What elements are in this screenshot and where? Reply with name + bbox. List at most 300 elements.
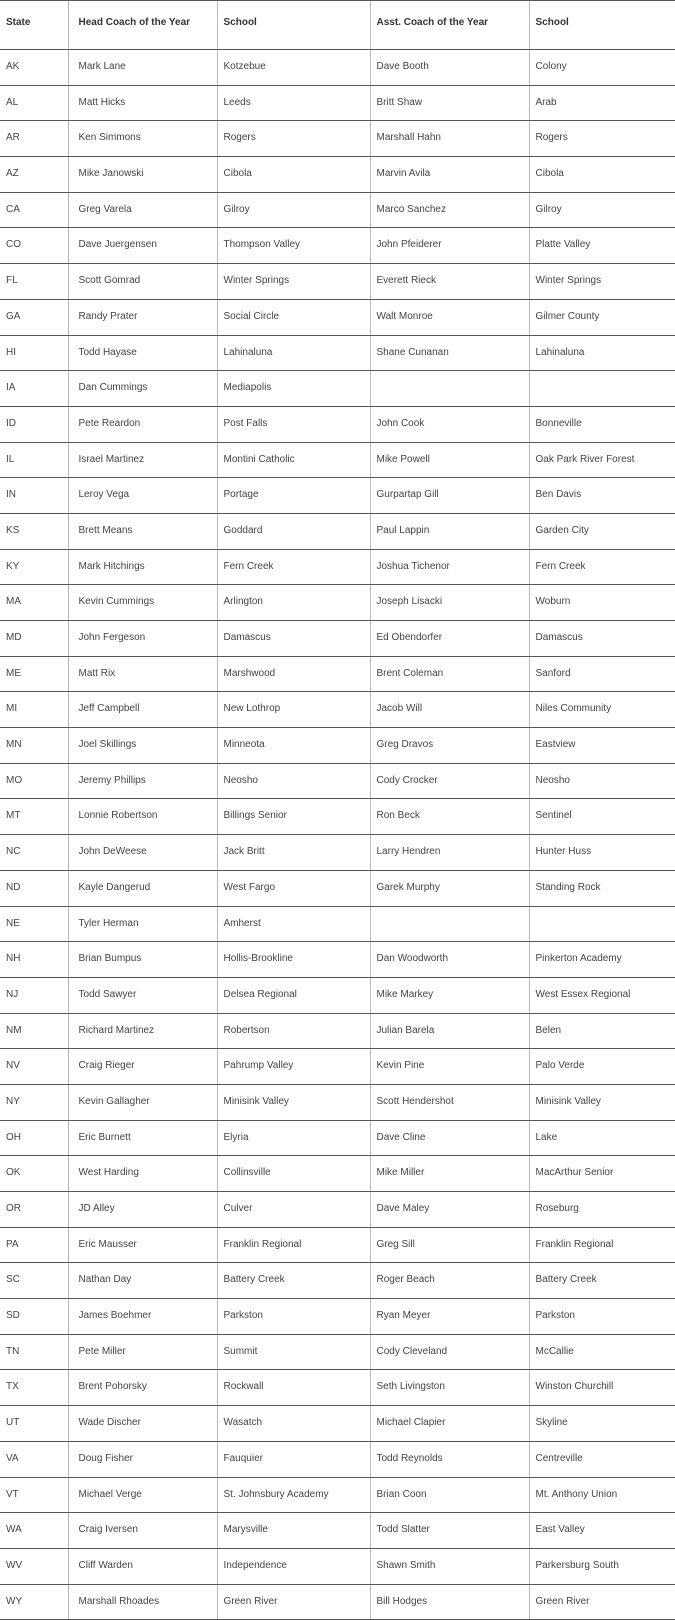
head-coach-cell-text: Mike Janowski <box>69 168 217 179</box>
header-state <box>0 1 68 50</box>
head-coach-cell-text: Eric Mausser <box>69 1239 217 1250</box>
head-coach-cell-text: John DeWeese <box>69 846 217 857</box>
asst-coach-school-cell-text: Gilroy <box>530 204 675 215</box>
state-cell <box>0 121 68 157</box>
head-coach-school-cell-text: Lahinaluna <box>218 347 370 358</box>
table-row <box>0 1299 675 1335</box>
table-row <box>0 335 675 371</box>
state-cell-text: CO <box>0 239 68 250</box>
asst-coach-cell-text: Roger Beach <box>371 1274 529 1285</box>
asst-coach-cell <box>370 656 529 692</box>
head-coach-school-cell <box>217 1227 370 1263</box>
head-coach-cell <box>68 299 217 335</box>
head-coach-school-cell <box>217 763 370 799</box>
asst-coach-school-cell <box>529 1548 675 1584</box>
header-head-coach-label: Head Coach of the Year <box>69 17 217 28</box>
state-cell-text: ME <box>0 668 68 679</box>
asst-coach-school-cell <box>529 1299 675 1335</box>
state-cell-text: FL <box>0 275 68 286</box>
table-row <box>0 1513 675 1549</box>
head-coach-school-cell <box>217 1584 370 1620</box>
asst-coach-cell <box>370 1263 529 1299</box>
asst-coach-cell <box>370 406 529 442</box>
asst-coach-school-cell <box>529 1584 675 1620</box>
head-coach-school-cell-text: Social Circle <box>218 311 370 322</box>
state-cell-text: SC <box>0 1274 68 1285</box>
asst-coach-cell <box>370 942 529 978</box>
head-coach-school-cell <box>217 1156 370 1192</box>
head-coach-cell-text: Joel Skillings <box>69 739 217 750</box>
asst-coach-cell <box>370 799 529 835</box>
head-coach-cell <box>68 1049 217 1085</box>
state-cell-text: GA <box>0 311 68 322</box>
table-row <box>0 656 675 692</box>
table-row <box>0 264 675 300</box>
asst-coach-cell-text: Dan Woodworth <box>371 953 529 964</box>
state-cell-text: MA <box>0 596 68 607</box>
head-coach-cell-text: Dave Juergensen <box>69 239 217 250</box>
asst-coach-cell-text: Marshall Hahn <box>371 132 529 143</box>
head-coach-school-cell-text: Hollis-Brookline <box>218 953 370 964</box>
table-row <box>0 1227 675 1263</box>
head-coach-school-cell-text: Wasatch <box>218 1417 370 1428</box>
table-row <box>0 50 675 86</box>
head-coach-cell-text: Pete Reardon <box>69 418 217 429</box>
state-cell-text: VT <box>0 1489 68 1500</box>
head-coach-cell-text: Todd Sawyer <box>69 989 217 1000</box>
table-row <box>0 799 675 835</box>
table-row <box>0 1084 675 1120</box>
head-coach-school-cell <box>217 621 370 657</box>
header-asst-coach-school-label: School <box>530 17 675 28</box>
state-cell-text: OH <box>0 1132 68 1143</box>
head-coach-school-cell <box>217 870 370 906</box>
asst-coach-cell <box>370 870 529 906</box>
head-coach-school-cell-text: Neosho <box>218 775 370 786</box>
asst-coach-cell <box>370 549 529 585</box>
header-asst-coach <box>370 1 529 50</box>
state-cell <box>0 335 68 371</box>
head-coach-cell-text: Matt Hicks <box>69 97 217 108</box>
head-coach-cell <box>68 442 217 478</box>
asst-coach-cell-text: Seth Livingston <box>371 1381 529 1392</box>
asst-coach-school-cell <box>529 1227 675 1263</box>
state-cell-text: KS <box>0 525 68 536</box>
head-coach-school-cell-text: Elyria <box>218 1132 370 1143</box>
asst-coach-cell <box>370 1334 529 1370</box>
state-cell <box>0 1477 68 1513</box>
head-coach-school-cell <box>217 371 370 407</box>
asst-coach-school-cell-text: McCallie <box>530 1346 675 1357</box>
asst-coach-cell-text: Todd Slatter <box>371 1524 529 1535</box>
asst-coach-school-cell-text: Lahinaluna <box>530 347 675 358</box>
head-coach-school-cell <box>217 228 370 264</box>
state-cell-text: NH <box>0 953 68 964</box>
state-cell <box>0 442 68 478</box>
head-coach-school-cell-text: Gilroy <box>218 204 370 215</box>
asst-coach-school-cell-text: Standing Rock <box>530 882 675 893</box>
head-coach-cell-text: Craig Rieger <box>69 1060 217 1071</box>
head-coach-school-cell-text: Battery Creek <box>218 1274 370 1285</box>
asst-coach-school-cell-text: Minisink Valley <box>530 1096 675 1107</box>
asst-coach-cell <box>370 478 529 514</box>
asst-coach-school-cell-text: Sanford <box>530 668 675 679</box>
asst-coach-school-cell-text: Fern Creek <box>530 561 675 572</box>
head-coach-cell-text: Michael Verge <box>69 1489 217 1500</box>
asst-coach-cell-text: Scott Hendershot <box>371 1096 529 1107</box>
head-coach-school-cell-text: Post Falls <box>218 418 370 429</box>
state-cell <box>0 1334 68 1370</box>
asst-coach-school-cell-text: Gilmer County <box>530 311 675 322</box>
asst-coach-cell-text: Ryan Meyer <box>371 1310 529 1321</box>
table-row <box>0 1049 675 1085</box>
asst-coach-school-cell-text: Rogers <box>530 132 675 143</box>
head-coach-school-cell <box>217 906 370 942</box>
asst-coach-school-cell <box>529 335 675 371</box>
asst-coach-cell <box>370 157 529 193</box>
head-coach-school-cell <box>217 192 370 228</box>
asst-coach-cell <box>370 763 529 799</box>
asst-coach-school-cell-text: Belen <box>530 1025 675 1036</box>
head-coach-cell <box>68 371 217 407</box>
asst-coach-school-cell-text: Ben Davis <box>530 489 675 500</box>
asst-coach-cell-text: Bill Hodges <box>371 1596 529 1607</box>
asst-coach-cell <box>370 835 529 871</box>
head-coach-school-cell <box>217 1548 370 1584</box>
state-cell <box>0 478 68 514</box>
table-row <box>0 299 675 335</box>
asst-coach-cell <box>370 977 529 1013</box>
head-coach-cell <box>68 478 217 514</box>
asst-coach-school-cell <box>529 264 675 300</box>
head-coach-school-cell-text: Jack Britt <box>218 846 370 857</box>
asst-coach-school-cell-text: Damascus <box>530 632 675 643</box>
head-coach-school-cell <box>217 50 370 86</box>
table-row <box>0 121 675 157</box>
head-coach-cell <box>68 192 217 228</box>
state-cell-text: IL <box>0 454 68 465</box>
asst-coach-cell <box>370 299 529 335</box>
table-row <box>0 442 675 478</box>
asst-coach-school-cell-text: Battery Creek <box>530 1274 675 1285</box>
table-row <box>0 406 675 442</box>
asst-coach-cell-text: Everett Rieck <box>371 275 529 286</box>
head-coach-cell <box>68 157 217 193</box>
state-cell-text: SD <box>0 1310 68 1321</box>
header-head-coach-school-label: School <box>218 17 370 28</box>
state-cell <box>0 406 68 442</box>
asst-coach-cell-text: Gurpartap Gill <box>371 489 529 500</box>
head-coach-cell <box>68 335 217 371</box>
table-row <box>0 585 675 621</box>
asst-coach-cell-text: Marco Sanchez <box>371 204 529 215</box>
asst-coach-cell <box>370 1192 529 1228</box>
asst-coach-cell <box>370 264 529 300</box>
state-cell <box>0 264 68 300</box>
asst-coach-school-cell <box>529 1370 675 1406</box>
asst-coach-school-cell-text: Garden City <box>530 525 675 536</box>
asst-coach-school-cell-text: Hunter Huss <box>530 846 675 857</box>
asst-coach-school-cell-text: Parkersburg South <box>530 1560 675 1571</box>
table-row <box>0 692 675 728</box>
head-coach-cell-text: Todd Hayase <box>69 347 217 358</box>
head-coach-school-cell-text: Parkston <box>218 1310 370 1321</box>
state-cell-text: VA <box>0 1453 68 1464</box>
head-coach-school-cell <box>217 1192 370 1228</box>
asst-coach-school-cell <box>529 549 675 585</box>
asst-coach-cell <box>370 1548 529 1584</box>
asst-coach-school-cell <box>529 1477 675 1513</box>
head-coach-cell-text: Ken Simmons <box>69 132 217 143</box>
head-coach-cell <box>68 1263 217 1299</box>
state-cell-text: MD <box>0 632 68 643</box>
head-coach-cell <box>68 656 217 692</box>
asst-coach-cell-text: Todd Reynolds <box>371 1453 529 1464</box>
head-coach-school-cell <box>217 692 370 728</box>
head-coach-school-cell <box>217 1370 370 1406</box>
asst-coach-cell-text: Greg Sill <box>371 1239 529 1250</box>
state-cell-text: WV <box>0 1560 68 1571</box>
state-cell-text: WA <box>0 1524 68 1535</box>
head-coach-school-cell-text: Rogers <box>218 132 370 143</box>
head-coach-school-cell-text: Culver <box>218 1203 370 1214</box>
asst-coach-cell <box>370 728 529 764</box>
head-coach-cell-text: Brian Bumpus <box>69 953 217 964</box>
state-cell <box>0 1013 68 1049</box>
head-coach-cell <box>68 50 217 86</box>
asst-coach-school-cell-text: Skyline <box>530 1417 675 1428</box>
state-cell-text: MO <box>0 775 68 786</box>
state-cell-text: MT <box>0 810 68 821</box>
header-asst-coach-school <box>529 1 675 50</box>
head-coach-school-cell-text: Arlington <box>218 596 370 607</box>
asst-coach-school-cell <box>529 977 675 1013</box>
asst-coach-school-cell <box>529 692 675 728</box>
table-row <box>0 763 675 799</box>
asst-coach-school-cell-text: Franklin Regional <box>530 1239 675 1250</box>
head-coach-school-cell <box>217 549 370 585</box>
asst-coach-cell <box>370 692 529 728</box>
asst-coach-school-cell <box>529 1084 675 1120</box>
head-coach-cell-text: West Harding <box>69 1167 217 1178</box>
state-cell <box>0 1192 68 1228</box>
head-coach-school-cell-text: Robertson <box>218 1025 370 1036</box>
table-row <box>0 835 675 871</box>
asst-coach-school-cell-text: East Valley <box>530 1524 675 1535</box>
head-coach-cell <box>68 1477 217 1513</box>
table-body <box>0 50 675 1620</box>
state-cell <box>0 1156 68 1192</box>
state-cell <box>0 549 68 585</box>
asst-coach-school-cell-text: Neosho <box>530 775 675 786</box>
head-coach-cell <box>68 1084 217 1120</box>
head-coach-school-cell <box>217 478 370 514</box>
head-coach-cell <box>68 549 217 585</box>
head-coach-school-cell-text: Minisink Valley <box>218 1096 370 1107</box>
table-row <box>0 192 675 228</box>
head-coach-cell-text: James Boehmer <box>69 1310 217 1321</box>
head-coach-school-cell-text: Amherst <box>218 918 370 929</box>
head-coach-school-cell-text: Fern Creek <box>218 561 370 572</box>
asst-coach-cell <box>370 228 529 264</box>
head-coach-cell-text: Doug Fisher <box>69 1453 217 1464</box>
asst-coach-cell <box>370 621 529 657</box>
table-row <box>0 1370 675 1406</box>
header-head-coach <box>68 1 217 50</box>
header-state-label: State <box>0 17 68 28</box>
asst-coach-cell-text: Shawn Smith <box>371 1560 529 1571</box>
head-coach-cell <box>68 835 217 871</box>
state-cell <box>0 1227 68 1263</box>
state-cell <box>0 192 68 228</box>
head-coach-school-cell <box>217 1299 370 1335</box>
head-coach-cell-text: Randy Prater <box>69 311 217 322</box>
table-row <box>0 549 675 585</box>
asst-coach-school-cell <box>529 442 675 478</box>
head-coach-school-cell-text: Montini Catholic <box>218 454 370 465</box>
head-coach-cell-text: John Fergeson <box>69 632 217 643</box>
asst-coach-cell-text: Dave Maley <box>371 1203 529 1214</box>
state-cell-text: NJ <box>0 989 68 1000</box>
asst-coach-school-cell-text: Centreville <box>530 1453 675 1464</box>
head-coach-cell <box>68 906 217 942</box>
asst-coach-cell <box>370 1049 529 1085</box>
table-row <box>0 371 675 407</box>
table-row <box>0 1263 675 1299</box>
asst-coach-cell-text: Walt Monroe <box>371 311 529 322</box>
head-coach-cell <box>68 1513 217 1549</box>
asst-coach-cell-text: Mike Miller <box>371 1167 529 1178</box>
head-coach-school-cell <box>217 1477 370 1513</box>
head-coach-school-cell <box>217 1013 370 1049</box>
head-coach-school-cell <box>217 121 370 157</box>
head-coach-cell <box>68 121 217 157</box>
asst-coach-cell-text: Ron Beck <box>371 810 529 821</box>
asst-coach-school-cell <box>529 371 675 407</box>
table-row <box>0 1120 675 1156</box>
head-coach-cell-text: Matt Rix <box>69 668 217 679</box>
asst-coach-school-cell <box>529 513 675 549</box>
asst-coach-cell <box>370 192 529 228</box>
asst-coach-cell-text: Larry Hendren <box>371 846 529 857</box>
asst-coach-cell-text: Mike Markey <box>371 989 529 1000</box>
head-coach-cell-text: Kevin Gallagher <box>69 1096 217 1107</box>
asst-coach-school-cell-text: Parkston <box>530 1310 675 1321</box>
table-row <box>0 85 675 121</box>
asst-coach-school-cell <box>529 656 675 692</box>
asst-coach-school-cell-text: Niles Community <box>530 703 675 714</box>
head-coach-school-cell-text: Minneota <box>218 739 370 750</box>
head-coach-school-cell-text: Thompson Valley <box>218 239 370 250</box>
head-coach-cell <box>68 728 217 764</box>
asst-coach-school-cell-text: Platte Valley <box>530 239 675 250</box>
head-coach-cell-text: Wade Discher <box>69 1417 217 1428</box>
state-cell <box>0 977 68 1013</box>
asst-coach-cell <box>370 1441 529 1477</box>
asst-coach-school-cell <box>529 1156 675 1192</box>
head-coach-cell-text: Mark Hitchings <box>69 561 217 572</box>
head-coach-school-cell-text: Leeds <box>218 97 370 108</box>
head-coach-cell <box>68 1548 217 1584</box>
head-coach-school-cell <box>217 1263 370 1299</box>
asst-coach-school-cell <box>529 50 675 86</box>
head-coach-school-cell <box>217 335 370 371</box>
head-coach-school-cell <box>217 85 370 121</box>
head-coach-school-cell-text: West Fargo <box>218 882 370 893</box>
head-coach-school-cell <box>217 977 370 1013</box>
asst-coach-cell <box>370 121 529 157</box>
head-coach-school-cell <box>217 1513 370 1549</box>
asst-coach-cell-text: Jacob Will <box>371 703 529 714</box>
asst-coach-cell <box>370 513 529 549</box>
state-cell-text: HI <box>0 347 68 358</box>
head-coach-cell-text: Eric Burnett <box>69 1132 217 1143</box>
asst-coach-school-cell <box>529 478 675 514</box>
asst-coach-school-cell <box>529 728 675 764</box>
asst-coach-school-cell <box>529 799 675 835</box>
table-row <box>0 906 675 942</box>
head-coach-school-cell-text: Goddard <box>218 525 370 536</box>
asst-coach-cell-text: Britt Shaw <box>371 97 529 108</box>
head-coach-school-cell <box>217 1334 370 1370</box>
state-cell <box>0 585 68 621</box>
head-coach-cell-text: Pete Miller <box>69 1346 217 1357</box>
head-coach-school-cell-text: Marysville <box>218 1524 370 1535</box>
table-row <box>0 1584 675 1620</box>
asst-coach-school-cell <box>529 228 675 264</box>
table-row <box>0 870 675 906</box>
head-coach-school-cell <box>217 1049 370 1085</box>
asst-coach-cell <box>370 1120 529 1156</box>
table-row <box>0 728 675 764</box>
head-coach-cell <box>68 1334 217 1370</box>
head-coach-school-cell-text: Green River <box>218 1596 370 1607</box>
asst-coach-school-cell <box>529 1049 675 1085</box>
asst-coach-school-cell <box>529 1513 675 1549</box>
asst-coach-cell-text: Ed Obendorfer <box>371 632 529 643</box>
head-coach-cell-text: Jeremy Phillips <box>69 775 217 786</box>
table-row <box>0 1192 675 1228</box>
head-coach-school-cell <box>217 1406 370 1442</box>
state-cell-text: AK <box>0 61 68 72</box>
table-row <box>0 228 675 264</box>
head-coach-school-cell-text: Pahrump Valley <box>218 1060 370 1071</box>
state-cell <box>0 85 68 121</box>
head-coach-school-cell-text: New Lothrop <box>218 703 370 714</box>
head-coach-cell <box>68 228 217 264</box>
head-coach-cell <box>68 1120 217 1156</box>
head-coach-cell <box>68 1441 217 1477</box>
state-cell-text: NE <box>0 918 68 929</box>
head-coach-school-cell <box>217 157 370 193</box>
asst-coach-cell-text: John Pfeiderer <box>371 239 529 250</box>
head-coach-school-cell-text: Mediapolis <box>218 382 370 393</box>
state-cell <box>0 942 68 978</box>
head-coach-school-cell <box>217 1441 370 1477</box>
head-coach-cell <box>68 1227 217 1263</box>
asst-coach-cell <box>370 442 529 478</box>
head-coach-cell <box>68 1584 217 1620</box>
head-coach-cell <box>68 942 217 978</box>
table-row <box>0 1156 675 1192</box>
state-cell-text: MN <box>0 739 68 750</box>
state-cell <box>0 1263 68 1299</box>
head-coach-school-cell <box>217 1120 370 1156</box>
state-cell-text: TN <box>0 1346 68 1357</box>
asst-coach-cell-text: Joshua Tichenor <box>371 561 529 572</box>
asst-coach-school-cell-text: Green River <box>530 1596 675 1607</box>
head-coach-cell-text: Richard Martinez <box>69 1025 217 1036</box>
